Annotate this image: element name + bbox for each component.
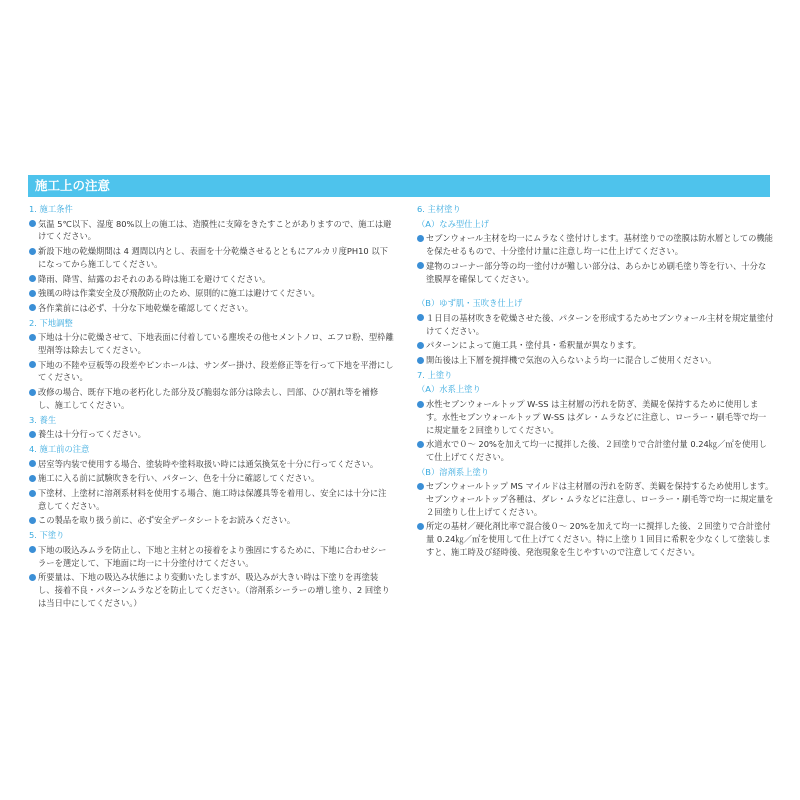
note-item: 養生は十分行ってください。: [29, 428, 394, 441]
subsection-heading: （B）ゆず肌・玉吹き仕上げ: [417, 298, 523, 309]
note-item: セブンウォールトップ MS マイルドは主材層の汚れを防ぎ、美観を保持するため使用します。セブンウォールトップ各種は、ダレ・ムラなどに注意し、ローラー・刷毛等で均一に規定量を２回塗りし仕上げてください。: [417, 480, 774, 518]
note-item: 水性セブンウォールトップ W-SS は主材層の汚れを防ぎ、美観を保持するために使用します。水性セブンウォールトップ W-SS はダレ・ムラなどに注意し、ローラー・刷毛等で均一に規定量を２回塗りしてください。: [417, 398, 774, 436]
spacer: [417, 287, 774, 297]
note-item: 下塗材、上塗材に溶剤系材料を使用する場合、施工時は保護具等を着用し、安全には十分に注意してください。: [29, 487, 394, 512]
note-item: セブンウォール主材を均一にムラなく塗付けします。基材塗りでの塗膜は防水層としての機能を保たせるもので、十分塗付け量に注意し均一に仕上げてください。: [417, 232, 774, 257]
left-column: [29, 203, 394, 611]
subsection-heading: 2. 下地調整: [29, 317, 73, 328]
note-item: 水道水で０～ 20%を加えて均一に撹拌した後、２回塗りで合計塗付量 0.24㎏／㎡を使用して仕上げてください。: [417, 438, 774, 463]
note-item: 各作業前には必ず、十分な下地乾燥を確認してください。: [29, 302, 394, 315]
subsection-heading: （A）水系上塗り: [417, 384, 481, 395]
right-column: [417, 203, 774, 561]
subsection-heading: 6. 主材塗り: [417, 204, 461, 214]
subsection-heading: 4. 施工前の注意: [29, 443, 90, 454]
subsection-heading: （B）溶剤系上塗り: [417, 466, 490, 477]
subsection-heading: 3. 養生: [29, 414, 57, 425]
subsection-heading: 7. 上塗り: [417, 369, 453, 380]
section-title: 施工上の注意: [28, 175, 770, 197]
note-item: 改修の場合、既存下地の老朽化した部分及び脆弱な部分は除去し、凹部、ひび割れ等を補修し、施工してください。: [29, 386, 394, 411]
note-item: 建物のコーナー部分等の均一塗付けが難しい部分は、あらかじめ刷毛塗り等を行い、十分な塗膜厚を確保してください。: [417, 260, 774, 285]
note-item: この製品を取り扱う前に、必ず安全データシートをお読みください。: [29, 514, 394, 527]
note-item: 降雨、降雪、結露のおそれのある時は施工を避けてください。: [29, 273, 394, 286]
subsection-heading: （A）なみ型仕上げ: [417, 218, 490, 229]
note-item: 下地は十分に乾燥させて、下地表面に付着している塵埃その他セメントノロ、エフロ粉、型枠離型剤等は除去してください。: [29, 331, 394, 356]
note-item: 開缶後は上下層を撹拌機で気泡の入らないよう均一に混合しご使用ください。: [417, 354, 774, 367]
subsection-heading: 5. 下塗り: [29, 530, 65, 541]
note-item: 施工に入る前に試験吹きを行い、パターン、色を十分に確認してください。: [29, 472, 394, 485]
note-item: 居室等内装で使用する場合、塗装時や塗料取扱い時には通気換気を十分に行ってください。: [29, 458, 394, 471]
note-item: １日目の基材吹きを乾燥させた後、パターンを形成するためセブンウォール主材を規定量塗付けてください。: [417, 312, 774, 337]
note-item: 下地の不陸や豆板等の段差やピンホールは、サンダー掛け、段差修正等を行って下地を平滑にしてください。: [29, 359, 394, 384]
note-item: 強風の時は作業安全及び飛散防止のため、原則的に施工は避けてください。: [29, 287, 394, 300]
note-item: 気温 5℃以下、湿度 80%以上の施工は、造膜性に支障をきたすことがありますので、施工は避けてください。: [29, 218, 394, 243]
note-item: 新設下地の乾燥期間は 4 週間以内とし、表面を十分乾燥させるとともにアルカリ度PH10 以下になってから施工してください。: [29, 245, 394, 270]
note-item: 所要量は、下地の吸込み状態により変動いたしますが、吸込みが大きい時は下塗りを再塗装し、接着不良・パターンムラなどを防止してください。（溶剤系シーラーの増し塗り、2 回塗りは当日中にしてください。）: [29, 571, 394, 609]
note-item: 所定の基材／硬化剤比率で混合後０～ 20%を加えて均一に撹拌した後、２回塗りで合計塗付量 0.24㎏／㎡を使用して仕上げてください。特に上塗り１回目に希釈を少なくして塗装しますと、施工時及び経時後、発泡現象を生じやすいので注意してください。: [417, 520, 774, 558]
subsection-heading: 1. 施工条件: [29, 204, 73, 214]
note-item: パターンによって施工具・塗付具・希釈量が異なります。: [417, 339, 774, 352]
note-item: 下地の吸込みムラを防止し、下地と主材との接着をより強固にするために、下地に合わせシーラーを選定して、下地面に均一に十分塗付けてください。: [29, 544, 394, 569]
